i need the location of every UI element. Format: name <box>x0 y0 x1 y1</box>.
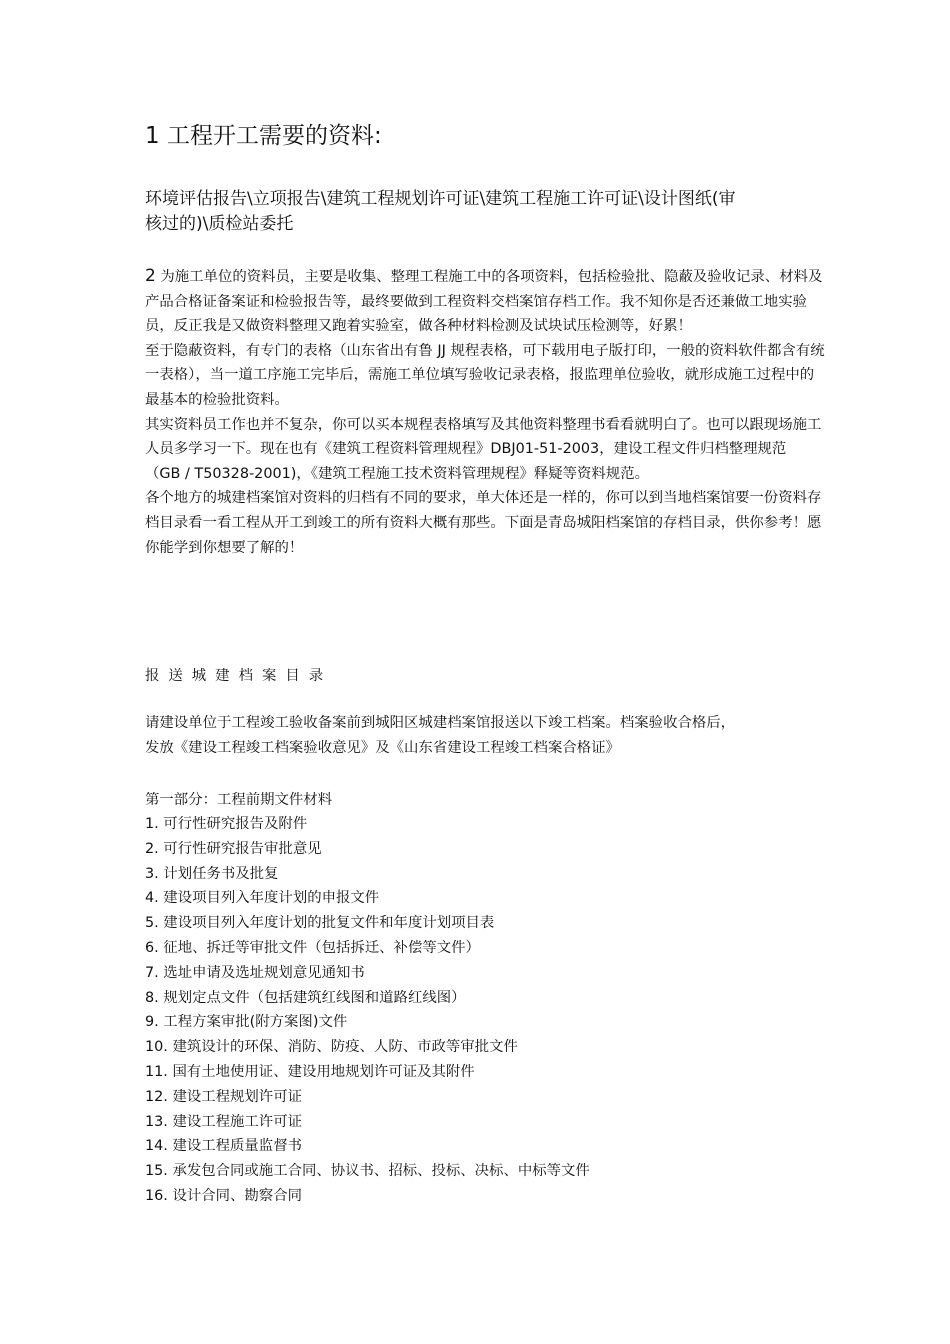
section-1-heading: 1 工程开工需要的资料: <box>145 123 382 149</box>
list-item: 3. 计划任务书及批复 <box>145 865 279 882</box>
archive-notice-line-1: 请建设单位于工程竣工验收备案前到城阳区城建档案馆报送以下竣工档案。档案验收合格后， <box>145 715 736 731</box>
section-2-paragraph-1-text: 为施工单位的资料员，主要是收集、整理工程施工中的各项资料，包括检验批、隐蔽及验收记录、材料及产品合格证备案证和检验报告等，最终要做到工程资料交档案馆存档工作。我不知你是否还兼做工地实验员，反正我是又做资料整理又跑着实验室，做各种材料检测及试块试压检测等，好累！ <box>145 269 823 335</box>
list-item: 12. 建设工程规划许可证 <box>145 1088 302 1105</box>
section-1-documents <box>145 187 825 237</box>
section-2-body <box>145 264 825 560</box>
list-item: 14. 建设工程质量监督书 <box>145 1138 302 1155</box>
list-item: 5. 建设项目列入年度计划的批复文件和年度计划项目表 <box>145 915 495 932</box>
section-2-number: 2 <box>145 266 156 286</box>
list-item: 10. 建筑设计的环保、消防、防疫、人防、市政等审批文件 <box>145 1039 518 1056</box>
section-2-paragraph-1 <box>145 264 825 339</box>
archive-list-title: 报送城建档案目录 <box>145 668 333 684</box>
list-item: 15. 承发包合同或施工合同、协议书、招标、投标、决标、中标等文件 <box>145 1163 590 1180</box>
list-item: 4. 建设项目列入年度计划的申报文件 <box>145 890 380 907</box>
section-2-paragraph-3: 其实资料员工作也并不复杂，你可以买本规程表格填写及其他资料整理书看看就明白了。也可以跟现场施工人员多学习一下。现在也有《建筑工程资料管理规程》DBJ01-51-2003，建设工程文件归档整理规范 （GB / T50328-2001)，《建筑工程施工技术资料管理规程》释疑等资料规范。 <box>145 416 822 482</box>
archive-item-list <box>145 812 590 1209</box>
section-2-paragraph-4: 各个地方的城建档案馆对资料的归档有不同的要求，单大体还是一样的，你可以到当地档案馆要一份资料存档目录看一看工程从开工到竣工的所有资料大概有那些。下面是青岛城阳档案馆的存档目录，供你参考！愿你能学到你想要了解的！ <box>145 490 822 556</box>
section-2-paragraph-2: 至于隐蔽资料，有专门的表格（山东省出有鲁 JJ 规程表格，可下载用电子版打印，一般的资料软件都含有统一表格），当一道工序施工完毕后，需施工单位填写验收记录表格，报监理单位验收，就形成施工过程中的最基本的检验批资料。 <box>145 342 825 408</box>
list-item: 11. 国有土地使用证、建设用地规划许可证及其附件 <box>145 1063 475 1080</box>
section-1-documents-line-1: 环境评估报告\立项报告\建筑工程规划许可证\建筑工程施工许可证\设计图纸(审 <box>145 189 736 209</box>
archive-notice-line-2: 发放《建设工程竣工档案验收意见》及《山东省建设工程竣工档案合格证》 <box>145 740 620 756</box>
list-item: 8. 规划定点文件（包括建筑红线图和道路红线图） <box>145 989 466 1006</box>
list-item: 7. 选址申请及选址规划意见通知书 <box>145 964 365 981</box>
list-item: 1. 可行性研究报告及附件 <box>145 816 308 832</box>
list-item: 13. 建设工程施工许可证 <box>145 1113 302 1130</box>
section-1-documents-line-2: 核过的)\质检站委托 <box>145 214 294 234</box>
archive-notice <box>145 711 835 761</box>
list-item: 9. 工程方案审批(附方案图)文件 <box>145 1014 348 1031</box>
list-item: 6. 征地、拆迁等审批文件（包括拆迁、补偿等文件） <box>145 939 480 956</box>
list-item: 16. 设计合同、勘察合同 <box>145 1187 302 1204</box>
part-one-title: 第一部分：工程前期文件材料 <box>145 792 333 808</box>
list-item: 2. 可行性研究报告审批意见 <box>145 840 322 857</box>
